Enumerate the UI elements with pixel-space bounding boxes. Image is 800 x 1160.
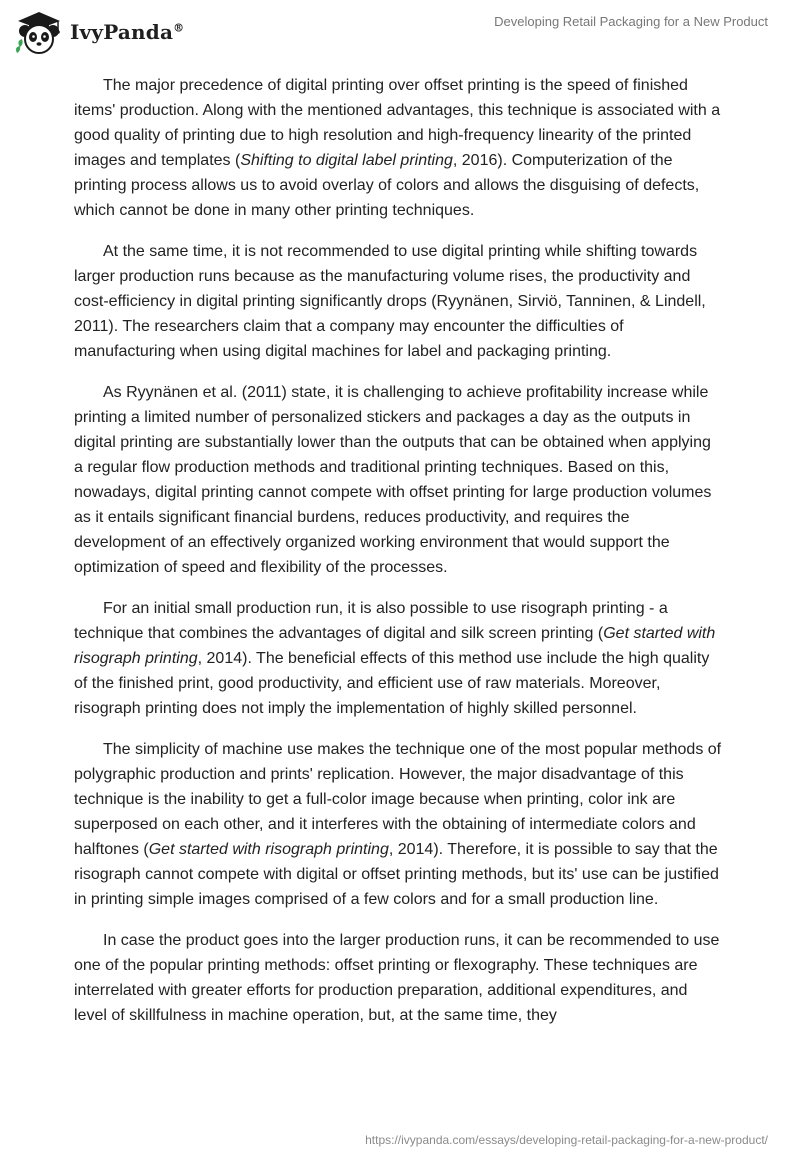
paragraph-text: The major precedence of digital printing over offset printing is the speed of finished items' production. Along with the mentioned advantages, this technique is associated with a good quality of printing due to high resolution and high-frequency linearity of the printed images and templates ( [74, 77, 721, 169]
essay-paragraph [74, 737, 724, 912]
paragraph-text: , 2014). The beneficial effects of this method use include the high quality of the finished print, good productivity, and efficient use of raw materials. Moreover, risograph printing does not imply the implementation of highly skilled personnel. [74, 650, 710, 717]
essay-paragraph [74, 596, 724, 721]
paragraph-text: For an initial small production run, it is also possible to use risograph printing - a technique that combines the advantages of digital and silk screen printing ( [74, 600, 668, 642]
paragraph-text: The simplicity of machine use makes the technique one of the most popular methods of polygraphic production and prints' replication. However, the major disadvantage of this technique is the inability to get a full-color image because when printing, color ink are superposed on each other, and it interferes with the obtaining of intermediate colors and halftones ( [74, 741, 722, 858]
page-header [0, 0, 800, 60]
citation-title: Get started with risograph printing [74, 625, 716, 667]
citation-title: Get started with risograph printing [148, 841, 389, 858]
source-url[interactable]: https://ivypanda.com/essays/developing-retail-packaging-for-a-new-product/ [365, 1133, 768, 1147]
paragraph-text: , 2014). Therefore, it is possible to say that the risograph cannot compete with digital or offset printing methods, but its' use can be justified in printing simple images comprised of a few colors and for a small production line. [74, 841, 719, 908]
essay-paragraph [74, 928, 724, 1028]
essay-body [74, 73, 724, 1044]
document-title: Developing Retail Packaging for a New Product [494, 14, 768, 29]
paragraph-text: As Ryynänen et al. (2011) state, it is challenging to achieve profitability increase while printing a limited number of personalized stickers and packages a day as the outputs in digital printing are substantially lower than the outputs that can be obtained when applying a regular flow production methods and traditional printing techniques. Based on this, nowadays, digital printing cannot compete with offset printing for large production volumes as it entails significant financial burdens, reduces productivity, and requires the development of an effectively organized working environment that would support the optimization of speed and flexibility of the processes. [74, 384, 712, 576]
brand-logo[interactable] [14, 9, 184, 55]
brand-name: IvyPanda® [70, 20, 185, 44]
paragraph-text: At the same time, it is not recommended to use digital printing while shifting towards larger production runs because as the manufacturing volume rises, the productivity and cost-efficiency in digital printing significantly drops (Ryynänen, Sirviö, Tanninen, & Lindell, 2011). The researchers claim that a company may encounter the difficulties of manufacturing when using digital machines for label and packaging printing. [74, 243, 706, 360]
paragraph-text: In case the product goes into the larger production runs, it can be recommended to use one of the popular printing methods: offset printing or flexography. These techniques are interrelated with greater efforts for production preparation, additional expenditures, and level of skillfulness in machine operation, but, at the same time, they [74, 932, 720, 1024]
essay-paragraph [74, 380, 724, 580]
essay-paragraph [74, 239, 724, 364]
panda-graduation-icon [14, 9, 64, 55]
essay-paragraph [74, 73, 724, 223]
paragraph-text: , 2016). Computerization of the printing process allows us to avoid overlay of colors and allows the disguising of defects, which cannot be done in many other printing techniques. [74, 152, 700, 219]
citation-title: Shifting to digital label printing [240, 152, 453, 169]
